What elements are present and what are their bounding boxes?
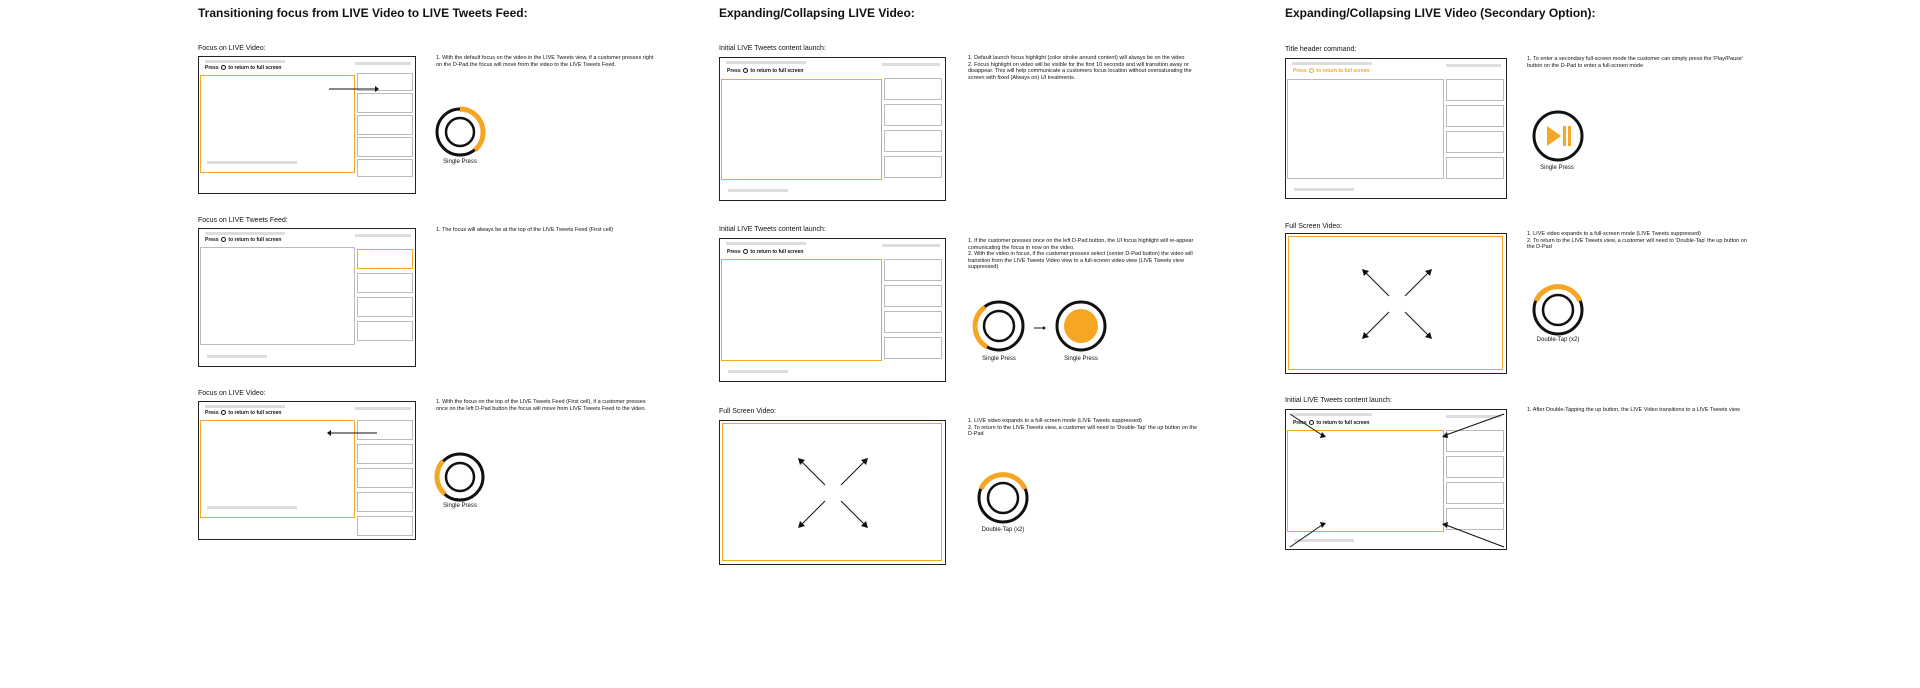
arrow-left-icon (327, 429, 377, 437)
video-area[interactable] (200, 247, 355, 345)
tv-frame (719, 238, 946, 382)
notes: 1. LIVE video expands to a full-screen mode (LIVE Tweets suppressed) 2. To return to the LIVE Tweets view, a customer will need to 'Double-Tap' the up button on the D-Pad (1527, 231, 1747, 250)
tweet-cell[interactable] (884, 285, 942, 307)
header-placeholder (205, 232, 285, 235)
tweet-cell[interactable] (1446, 105, 1504, 127)
notes: 1. After Double-Tapping the up button, the LIVE Video transitions to a LIVE Tweets view (1527, 407, 1740, 413)
tweet-cell[interactable] (357, 468, 413, 488)
video-area[interactable] (721, 79, 882, 180)
footer-placeholder (1294, 188, 1354, 191)
tv-frame (198, 228, 416, 367)
tweet-cell[interactable] (357, 321, 413, 341)
tv-frame (719, 57, 946, 201)
tweet-cell[interactable] (884, 156, 942, 178)
select-circle-icon (743, 68, 748, 73)
select-circle-icon (743, 249, 748, 254)
tweet-cell[interactable] (884, 104, 942, 126)
arrow-right-icon (329, 85, 379, 93)
expand-arrows-icon (1359, 266, 1435, 342)
tweet-cell[interactable] (1446, 157, 1504, 179)
header-placeholder (205, 405, 285, 408)
footer-placeholder (207, 506, 297, 509)
arrow-right-icon (1034, 325, 1046, 331)
press-hint: Press to return to full screen (205, 410, 282, 416)
section-label: Initial LIVE Tweets content launch: (719, 226, 826, 233)
indicator-label: Single Press (1540, 165, 1574, 171)
tv-frame (1285, 233, 1507, 374)
tv-frame (719, 420, 946, 565)
header-placeholder (1446, 64, 1501, 67)
tweet-cell[interactable] (357, 159, 413, 177)
notes: 1. With the focus on the top of the LIVE Tweets Feed (First cell), if a customer presses once on the left D-Pad button the focus will move from LIVE Tweets Feed to the video. (436, 399, 646, 412)
press-hint: Press to return to full screen (1293, 68, 1370, 74)
dpad-ring-icon (435, 107, 485, 157)
section-label: Full Screen Video: (719, 408, 777, 415)
expand-arrows-icon (795, 455, 871, 531)
tv-frame (1285, 58, 1507, 199)
indicator-label: Single Press (443, 503, 477, 509)
dpad-ring-icon (1532, 284, 1584, 336)
footer-placeholder (207, 355, 267, 358)
notes: 1. LIVE video expands to a full-screen mode (LIVE Tweets suppressed) 2. To return to the LIVE Tweets view, a customer will need to 'Double-Tap' the up button on the D-Pad (968, 418, 1198, 437)
tweet-cell[interactable] (357, 444, 413, 464)
press-hint: Press to return to full screen (205, 65, 282, 71)
notes: 1. If the customer presses once on the left D-Pad button, the UI focus highlight will re-appear comunicating the focus in now on the video. 2. With the video in focus, if the customer presses select (center D-Pad button) the video will transition from the LIVE Tweets Video view to a full-screen video view (LIVE Tweets view suppressed) (968, 238, 1194, 270)
indicator-label: Single Press (982, 356, 1016, 362)
tweet-cell[interactable] (1446, 131, 1504, 153)
notes: 1. The focus will always be at the top of the LIVE Tweets Feed (First cell) (436, 227, 614, 233)
section-label: Initial LIVE Tweets content launch: (719, 45, 826, 52)
press-hint: Press to return to full screen (727, 249, 804, 255)
collapse-arrows-icon (1286, 410, 1508, 551)
column-title: Transitioning focus from LIVE Video to LIVE Tweets Feed: (198, 6, 528, 20)
tweet-cell[interactable] (357, 492, 413, 512)
tweet-cell[interactable] (884, 78, 942, 100)
press-hint: Press to return to full screen (205, 237, 282, 243)
dpad-center-pressed-icon (1055, 300, 1107, 352)
section-label: Title header command: (1285, 46, 1357, 53)
column-title: Expanding/Collapsing LIVE Video: (719, 6, 915, 20)
dpad-ring-icon (977, 472, 1029, 524)
tweet-cell[interactable] (884, 311, 942, 333)
press-hint: Press to return to full screen (1293, 420, 1370, 426)
tweet-cell[interactable] (357, 249, 413, 269)
notes: 1. With the default focus on the video in the LIVE Tweets view, if a customer presses right on the D-Pad the focus will move from the video to the LIVE Tweets Feed. (436, 55, 654, 68)
select-circle-icon (221, 65, 226, 70)
select-circle-icon (1309, 68, 1314, 73)
header-placeholder (726, 242, 806, 245)
tv-frame (198, 401, 416, 540)
indicator-label: Double-Tap (x2) (981, 527, 1025, 533)
section-label: Initial LIVE Tweets content launch: (1285, 397, 1392, 404)
select-circle-icon (221, 237, 226, 242)
footer-placeholder (728, 370, 788, 373)
header-placeholder (726, 61, 806, 64)
tweet-cell[interactable] (357, 273, 413, 293)
indicator-label: Single Press (1064, 356, 1098, 362)
tweet-cell[interactable] (357, 93, 413, 113)
tweet-cell[interactable] (357, 115, 413, 135)
header-placeholder (355, 234, 411, 237)
footer-placeholder (728, 189, 788, 192)
tweet-cell[interactable] (357, 516, 413, 536)
header-placeholder (882, 63, 940, 66)
section-label: Focus on LIVE Video: (198, 390, 266, 397)
tv-frame (1285, 409, 1507, 550)
tweet-cell[interactable] (884, 130, 942, 152)
section-label: Focus on LIVE Video: (198, 45, 266, 52)
notes: 1. Default launch focus highlight (color stroke around content) will always be on the video 2. Focus highlight on video will be visible for the first 10 seconds and will transition away or disappear. This will help communicate a customers focus location without oversaturating the screen with fixed (Always on) UI treatments. (968, 55, 1192, 81)
tweet-cell[interactable] (357, 137, 413, 157)
tv-frame (198, 56, 416, 194)
indicator-label: Single Press (443, 159, 477, 165)
header-placeholder (355, 407, 411, 410)
section-label: Focus on LIVE Tweets Feed: (198, 217, 288, 224)
header-placeholder (882, 244, 940, 247)
video-area[interactable] (721, 259, 882, 361)
tweet-cell[interactable] (884, 337, 942, 359)
header-placeholder (355, 62, 411, 65)
tweet-cell[interactable] (884, 259, 942, 281)
header-placeholder (205, 60, 285, 63)
section-label: Full Screen Video: (1285, 223, 1343, 230)
press-hint: Press to return to full screen (727, 68, 804, 74)
tweet-cell[interactable] (1446, 79, 1504, 101)
dpad-ring-icon (973, 300, 1025, 352)
tweet-cell[interactable] (357, 297, 413, 317)
notes: 1. To enter a secondary full-screen mode the customer can simply press the 'Play/Pause' button on the D-Pad to enter a full-screen mode (1527, 56, 1743, 69)
footer-placeholder (207, 161, 297, 164)
play-pause-icon (1532, 110, 1584, 162)
column-title: Expanding/Collapsing LIVE Video (Secondary Option): (1285, 6, 1596, 20)
dpad-ring-icon (435, 452, 485, 502)
indicator-label: Double-Tap (x2) (1536, 337, 1580, 343)
video-area[interactable] (1287, 79, 1444, 179)
header-placeholder (1292, 62, 1372, 65)
select-circle-icon (221, 410, 226, 415)
